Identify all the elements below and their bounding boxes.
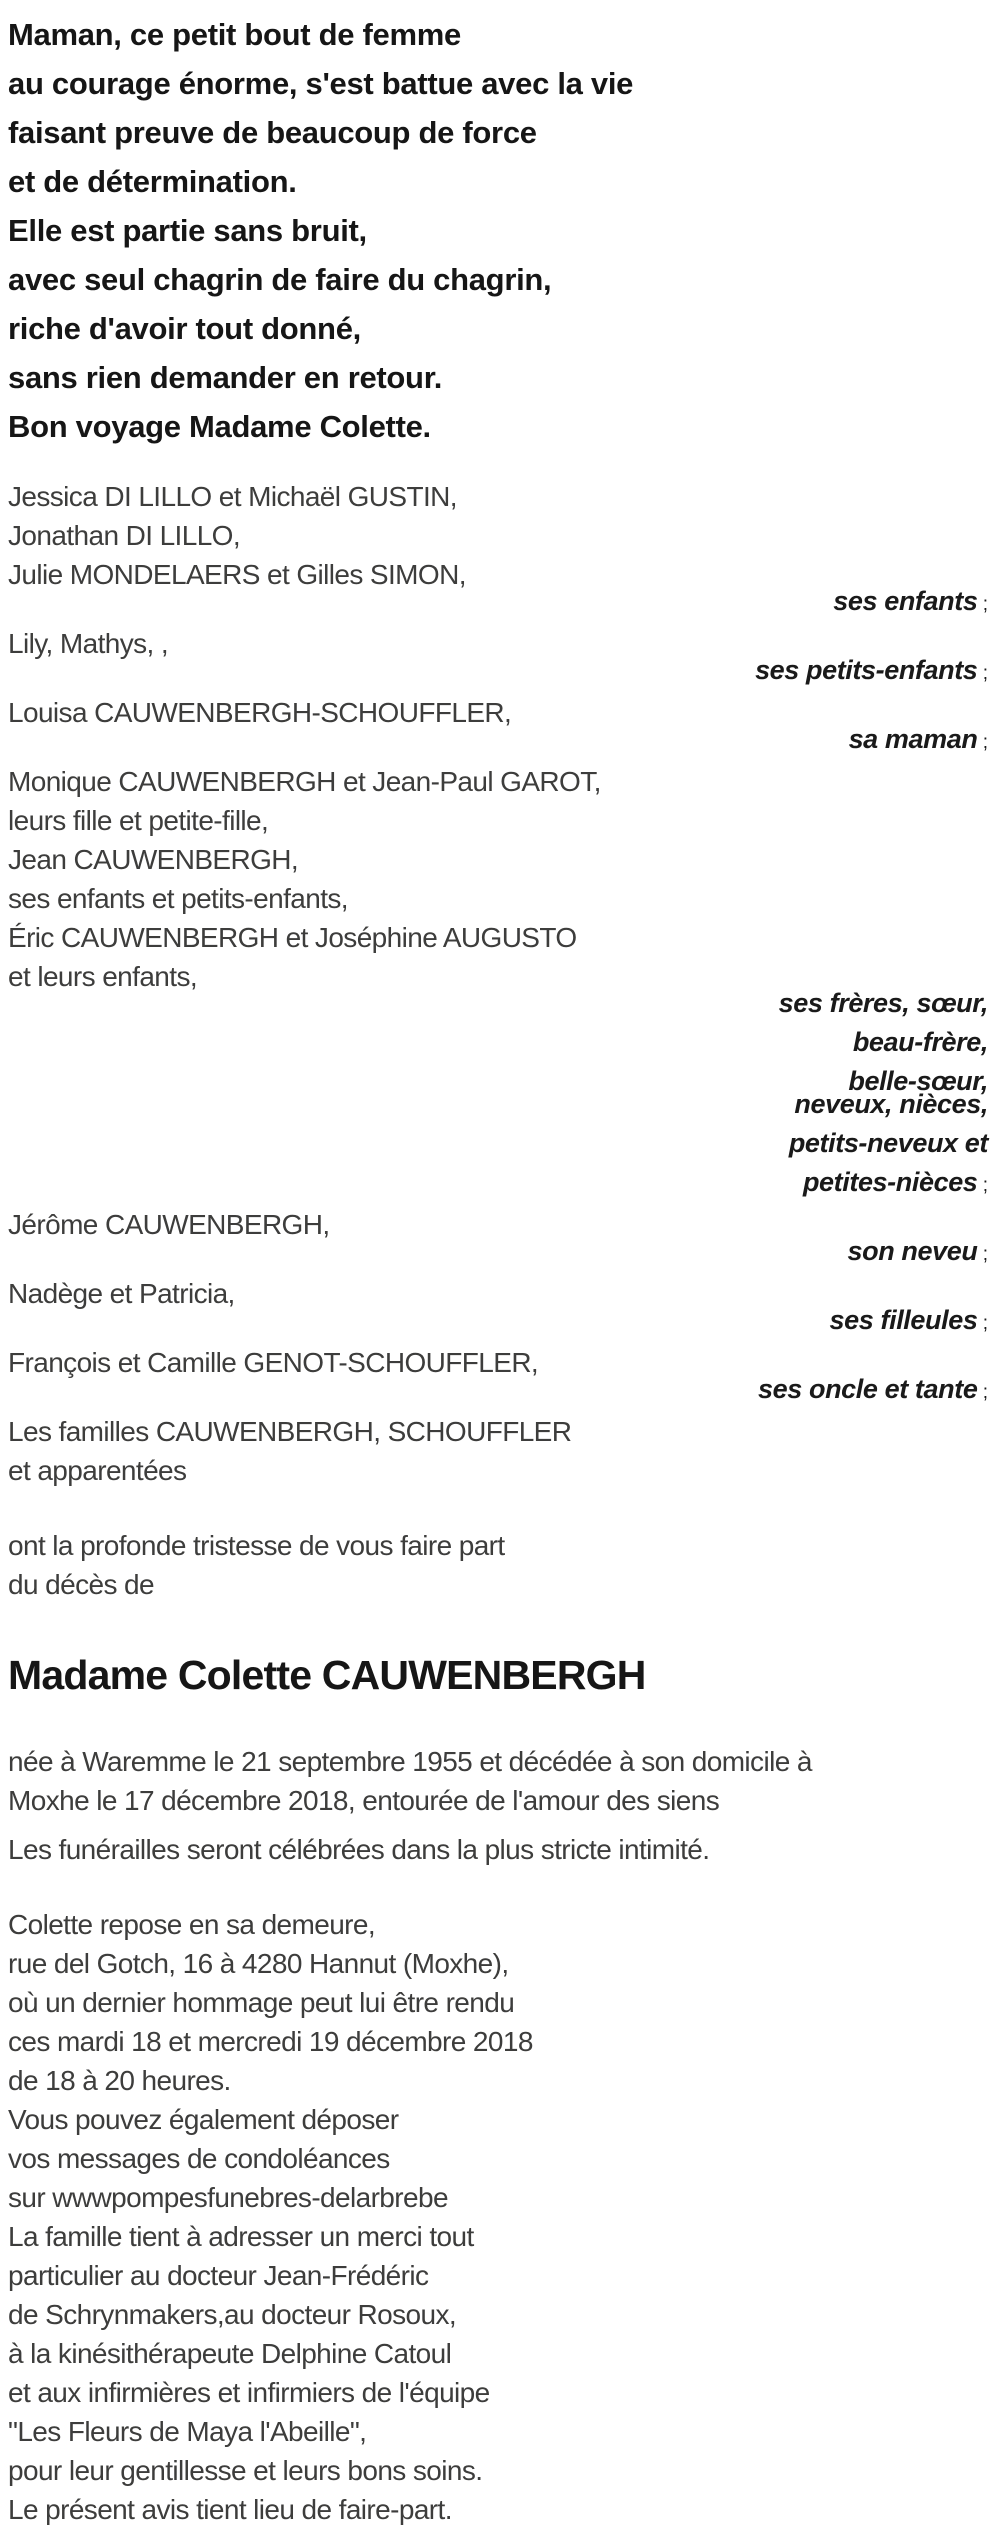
relation-label	[8, 1124, 988, 1163]
relation-separator: ;	[977, 732, 988, 753]
closing-line: Vous pouvez également déposer	[8, 2104, 399, 2135]
family-name-line: Éric CAUWENBERGH et Joséphine AUGUSTO	[8, 922, 577, 953]
family-list	[8, 477, 988, 1490]
closing-line: à la kinésithérapeute Delphine Catoul	[8, 2338, 452, 2369]
closing-line: La famille tient à adresser un merci tout	[8, 2221, 474, 2252]
closing-line: sur wwwpompesfunebres-delarbrebe	[8, 2182, 448, 2213]
relation-label-text: neveux, nièces,	[794, 1089, 988, 1119]
closing-line: de Schrynmakers,au docteur Rosoux,	[8, 2299, 457, 2330]
relation-separator: ;	[977, 1382, 988, 1403]
funeral-note	[8, 1830, 988, 1869]
deceased-name-heading: Madame Colette CAUWENBERGH	[8, 1652, 646, 1698]
tribute-poem	[8, 10, 988, 451]
closing-line: de 18 à 20 heures.	[8, 2065, 231, 2096]
family-name-line: François et Camille GENOT-SCHOUFFLER,	[8, 1347, 539, 1378]
poem-line: au courage énorme, s'est battue avec la vie	[8, 66, 634, 101]
relation-separator: ;	[977, 1313, 988, 1334]
relation-label-text: ses petits-enfants	[755, 655, 978, 685]
closing-line: pour leur gentillesse et leurs bons soins.	[8, 2455, 483, 2486]
poem-line: riche d'avoir tout donné,	[8, 311, 361, 346]
family-name-line: Nadège et Patricia,	[8, 1278, 235, 1309]
family-name-line: Jonathan DI LILLO,	[8, 520, 241, 551]
closing-line: "Les Fleurs de Maya l'Abeille",	[8, 2416, 367, 2447]
family-name-line: ses enfants et petits-enfants,	[8, 883, 348, 914]
poem-line: Elle est partie sans bruit,	[8, 213, 367, 248]
relation-label-text: ses frères, sœur,	[778, 988, 988, 1018]
relation-separator: ;	[977, 1244, 988, 1265]
relation-label-text: ses enfants	[833, 586, 978, 616]
relation-label-text: ses oncle et tante	[758, 1374, 978, 1404]
poem-line: avec seul chagrin de faire du chagrin,	[8, 262, 552, 297]
closing-line: ces mardi 18 et mercredi 19 décembre 2018	[8, 2026, 533, 2057]
poem-line: Maman, ce petit bout de femme	[8, 17, 461, 52]
poem-line: faisant preuve de beaucoup de force	[8, 115, 537, 150]
announcement	[8, 1526, 988, 1604]
relation-label-text: petites-nièces	[802, 1167, 978, 1197]
family-name-line: Julie MONDELAERS et Gilles SIMON,	[8, 559, 466, 590]
closing-line: particulier au docteur Jean-Frédéric	[8, 2260, 429, 2291]
closing-line: vos messages de condoléances	[8, 2143, 390, 2174]
funeral-intimacy-line: Les funérailles seront célébrées dans la plus stricte intimité.	[8, 1834, 710, 1865]
relation-label-text: belle-sœur,	[848, 1066, 988, 1096]
closing-line: où un dernier hommage peut lui être rendu	[8, 1987, 515, 2018]
relation-label-text: ses filleules	[829, 1305, 978, 1335]
poem-line: et de détermination.	[8, 164, 297, 199]
relation-label-text: sa maman	[848, 724, 978, 754]
family-name-line: Louisa CAUWENBERGH-SCHOUFFLER,	[8, 697, 512, 728]
closing-line: Le présent avis tient lieu de faire-part.	[8, 2494, 452, 2525]
life-details-line: Moxhe le 17 décembre 2018, entourée de l'amour des siens	[8, 1785, 720, 1816]
poem-line: sans rien demander en retour.	[8, 360, 443, 395]
relation-label	[8, 1023, 988, 1062]
relation-label-text: petits-neveux et	[788, 1128, 988, 1158]
life-details-line: née à Waremme le 21 septembre 1955 et décédée à son domicile à	[8, 1746, 812, 1777]
family-name-line: Jérôme CAUWENBERGH,	[8, 1209, 330, 1240]
relation-label	[8, 1163, 988, 1205]
announcement-line: du décès de	[8, 1569, 154, 1600]
announcement-line: ont la profonde tristesse de vous faire part	[8, 1530, 505, 1561]
family-name-line: Les familles CAUWENBERGH, SCHOUFFLER	[8, 1416, 572, 1447]
closing-line: rue del Gotch, 16 à 4280 Hannut (Moxhe),	[8, 1948, 509, 1979]
family-name-line: et leurs enfants,	[8, 961, 198, 992]
relation-separator: ;	[977, 1175, 988, 1196]
relation-label-text: beau-frère,	[852, 1027, 988, 1057]
relation-separator: ;	[977, 663, 988, 684]
family-name-line: Jessica DI LILLO et Michaël GUSTIN,	[8, 481, 457, 512]
life-details	[8, 1742, 988, 1820]
family-name-line: leurs fille et petite-fille,	[8, 805, 269, 836]
family-name-line: Lily, Mathys, ,	[8, 628, 169, 659]
family-name-line: Jean CAUWENBERGH,	[8, 844, 299, 875]
closing-line: et aux infirmières et infirmiers de l'équipe	[8, 2377, 490, 2408]
family-name-line: Monique CAUWENBERGH et Jean-Paul GAROT,	[8, 766, 601, 797]
closing-paragraph	[8, 1905, 988, 2529]
relation-label	[8, 1085, 988, 1124]
relation-label-text: son neveu	[847, 1236, 978, 1266]
poem-line: Bon voyage Madame Colette.	[8, 409, 431, 444]
family-name-line: et apparentées	[8, 1455, 187, 1486]
relation-separator: ;	[977, 594, 988, 615]
closing-line: Colette repose en sa demeure,	[8, 1909, 376, 1940]
